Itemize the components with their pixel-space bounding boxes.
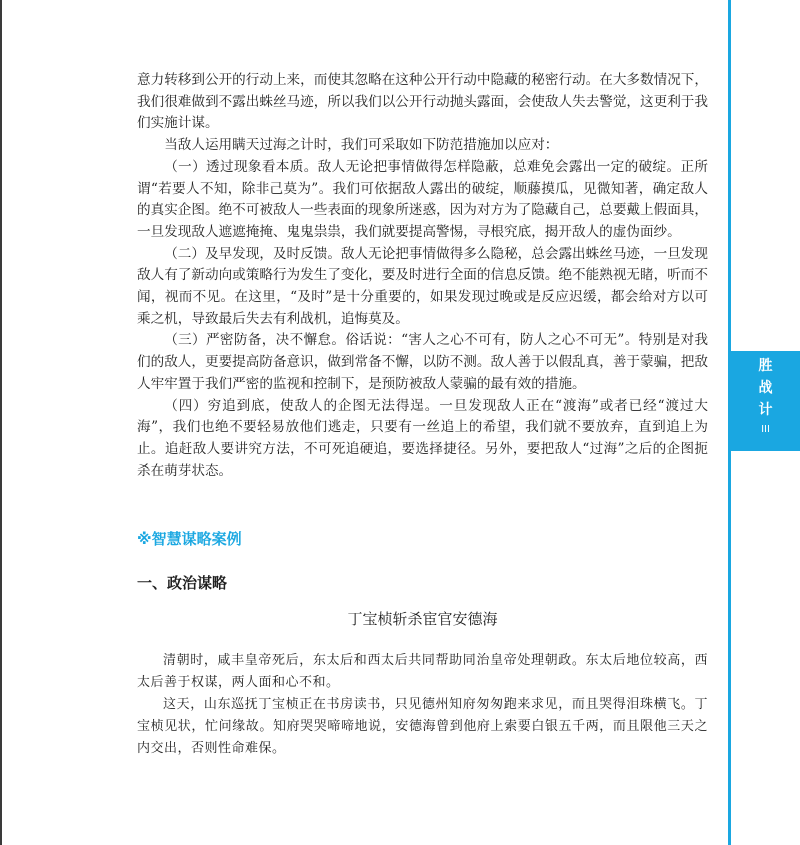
chapter-char-1: 胜: [758, 358, 773, 374]
category-title: 一、政治谋略: [137, 574, 228, 592]
section-title: ※智慧谋略案例: [137, 530, 242, 548]
story-title: 丁宝桢斩杀宦官安德海: [347, 610, 498, 628]
paragraph-point-2: （二）及早发现，及时反馈。敌人无论把事情做得多么隐秘，总会露出蛛丝马迹，一旦发现敌人有了新动向或策略行为发生了变化，要及时进行全面的信息反馈。绝不能熟视无睹，听而不闻，视而不见。在这里，“及时”是十分重要的，如果发现过晚或是反应迟缓，都会给对方以可乘之机，导致最后失去有利战机，追悔莫及。: [137, 245, 708, 327]
story-paragraph-2: 这天，山东巡抚丁宝桢正在书房读书，只见德州知府匆匆跑来求见，而且哭得泪珠横飞。丁宝桢见状，忙问缘故。知府哭哭啼啼地说，安德海曾到他府上索要白银五千两，而且限他三天之内交出，否则性命难保。: [137, 697, 708, 756]
chapter-side-tab: [731, 351, 800, 451]
chapter-char-3: 计: [758, 402, 773, 418]
body-text: [137, 70, 708, 482]
paragraph-point-3: （三）严密防备，决不懈怠。俗话说：“害人之心不可有，防人之心不可无”。特别是对我们的敌人，更要提高防备意识，做到常备不懈，以防不测。敌人善于以假乱真，善于蒙骗，把敌人牢牢置于我们严密的监视和控制下，是预防被敌人蒙骗的最有效的措施。: [137, 332, 708, 392]
paragraph-point-4: （四）穷追到底，使敌人的企图无法得逞。一旦发现敌人正在“渡海”或者已经“渡过大海”，我们也绝不要轻易放他们逃走，只要有一丝追上的希望，我们就不要放弃，直到追上为止。追赶敌人要讲究方法，不可死追硬追，要选择捷径。另外，要把敌人“过海”之后的企图扼杀在萌芽状态。: [137, 397, 708, 479]
paragraph-countermeasures-intro: 当敌人运用瞒天过海之计时，我们可采取如下防范措施加以应对：: [164, 137, 559, 154]
story-text: [137, 650, 708, 760]
chapter-page-number: III: [761, 424, 770, 435]
chapter-char-2: 战: [758, 380, 773, 396]
page-left-edge: [0, 0, 2, 845]
paragraph-continued: 意力转移到公开的行动上来，而使其忽略在这种公开行动中隐藏的秘密行动。在大多数情况下，我们很难做到不露出蛛丝马迹，所以我们以公开行动抛头露面，会使敌人失去警觉，这更利于我们实施计谋。: [137, 72, 708, 132]
paragraph-point-1: （一）透过现象看本质。敌人无论把事情做得怎样隐蔽，总难免会露出一定的破绽。正所谓“若要人不知，除非己莫为”。我们可依据敌人露出的破绽，顺藤摸瓜，见微知著，确定敌人的真实企图。绝不可被敌人一些表面的现象所迷惑，因为对方为了隐藏自己，总要戴上假面具，一旦发现敌人遮遮掩掩、鬼鬼祟祟，我们就要提高警惕，寻根究底，揭开敌人的虚伪面纱。: [137, 158, 708, 240]
story-paragraph-1: 清朝时，咸丰皇帝死后，东太后和西太后共同帮助同治皇帝处理朝政。东太后地位较高，西太后善于权谋，两人面和心不和。: [137, 653, 708, 690]
